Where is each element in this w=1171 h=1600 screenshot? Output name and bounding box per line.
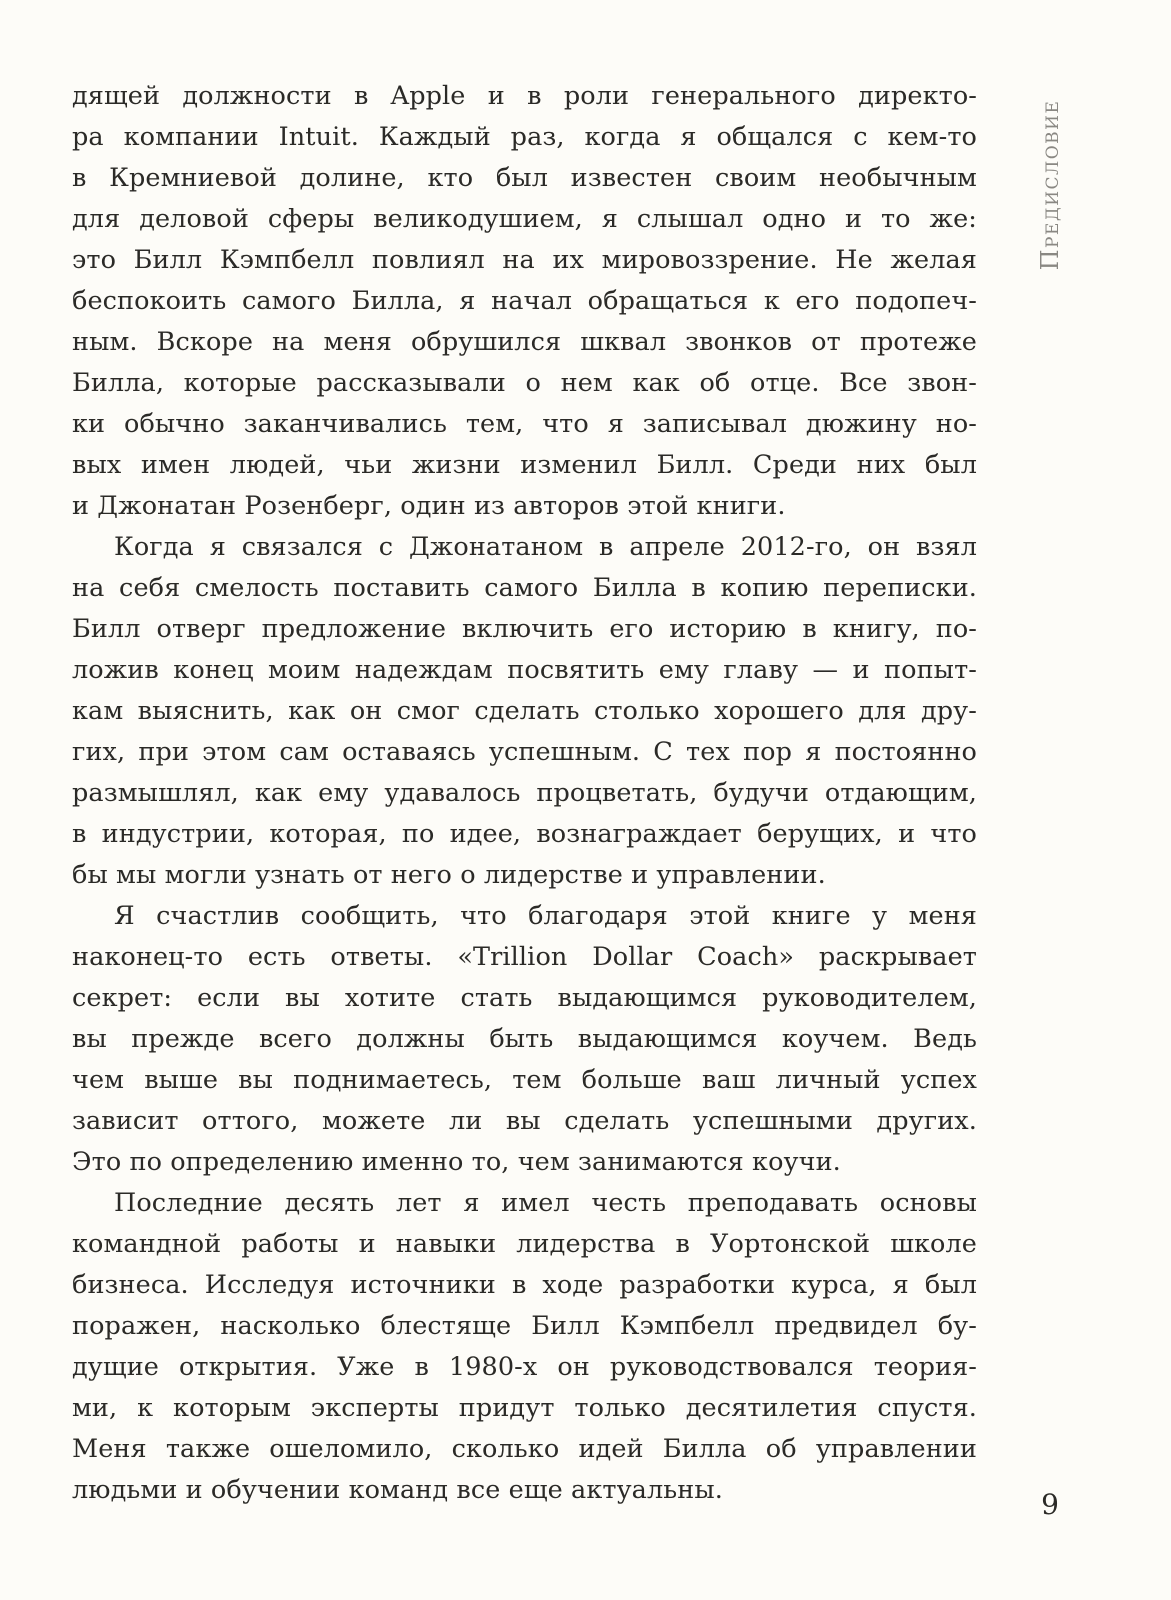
text-line: ми, к которым эксперты придут только десятилетия спустя. bbox=[72, 1393, 977, 1423]
text-line: секрет: если вы хотите стать выдающимся руководителем, bbox=[72, 983, 977, 1013]
text-line: Меня также ошеломило, сколько идей Билла об управлении bbox=[72, 1434, 977, 1464]
text-line: Когда я связался с Джонатаном в апреле 2012-го, он взял bbox=[114, 532, 977, 562]
text-line: в Кремниевой долине, кто был известен своим необычным bbox=[72, 163, 977, 193]
text-line: для деловой сферы великодушием, я слышал одно и то же: bbox=[72, 204, 977, 234]
text-line: ки обычно заканчивались тем, что я записывал дюжину но- bbox=[72, 409, 977, 439]
text-line: беспокоить самого Билла, я начал обращаться к его подопеч- bbox=[72, 286, 977, 316]
text-line: Билла, которые рассказывали о нем как об отце. Все звон- bbox=[72, 368, 977, 398]
text-line: и Джонатан Розенберг, один из авторов этой книги. bbox=[72, 491, 786, 521]
text-line: дущие открытия. Уже в 1980-х он руководствовался теория- bbox=[72, 1352, 977, 1382]
text-line: бизнеса. Исследуя источники в ходе разработки курса, я был bbox=[72, 1270, 977, 1300]
text-line: дящей должности в Apple и в роли генерального директо- bbox=[72, 81, 977, 111]
text-line: Это по определению именно то, чем занимаются коучи. bbox=[72, 1147, 841, 1177]
text-line: Я счастлив сообщить, что благодаря этой книге у меня bbox=[114, 901, 977, 931]
running-head-label: Предисловие bbox=[1036, 99, 1064, 271]
text-line: командной работы и навыки лидерства в Уортонской школе bbox=[72, 1229, 977, 1259]
text-line: в индустрии, которая, по идее, вознаграждает берущих, и что bbox=[72, 819, 977, 849]
paragraph-3 bbox=[72, 896, 977, 1183]
text-line: бы мы могли узнать от него о лидерстве и управлении. bbox=[72, 860, 826, 890]
text-line: вых имен людей, чьи жизни изменил Билл. Среди них был bbox=[72, 450, 977, 480]
page-number: 9 bbox=[1041, 1488, 1059, 1521]
text-line: кам выяснить, как он смог сделать столько хорошего для дру- bbox=[72, 696, 977, 726]
text-line: чем выше вы поднимаетесь, тем больше ваш личный успех bbox=[72, 1065, 977, 1095]
text-line: зависит оттого, можете ли вы сделать успешными других. bbox=[72, 1106, 977, 1136]
running-head bbox=[1030, 80, 1070, 290]
text-line: поражен, насколько блестяще Билл Кэмпбелл предвидел бу- bbox=[72, 1311, 977, 1341]
text-line: размышлял, как ему удавалось процветать, будучи отдающим, bbox=[72, 778, 977, 808]
text-line: наконец-то есть ответы. «Trillion Dollar Coach» раскрывает bbox=[72, 942, 977, 972]
text-line: ным. Вскоре на меня обрушился шквал звонков от протеже bbox=[72, 327, 977, 357]
text-line: людьми и обучении команд все еще актуальны. bbox=[72, 1475, 723, 1505]
paragraph-1 bbox=[72, 76, 977, 527]
text-line: это Билл Кэмпбелл повлиял на их мировоззрение. Не желая bbox=[72, 245, 977, 275]
text-line: ложив конец моим надеждам посвятить ему главу — и попыт- bbox=[72, 655, 977, 685]
text-line: ра компании Intuit. Каждый раз, когда я общался с кем-то bbox=[72, 122, 977, 152]
text-line: вы прежде всего должны быть выдающимся коучем. Ведь bbox=[72, 1024, 977, 1054]
text-line: Билл отверг предложение включить его историю в книгу, по- bbox=[72, 614, 977, 644]
paragraph-4 bbox=[72, 1183, 977, 1511]
text-line: на себя смелость поставить самого Билла в копию переписки. bbox=[72, 573, 977, 603]
text-line: гих, при этом сам оставаясь успешным. С тех пор я постоянно bbox=[72, 737, 977, 767]
body-text bbox=[72, 76, 977, 1511]
text-line: Последние десять лет я имел честь преподавать основы bbox=[114, 1188, 977, 1218]
paragraph-2 bbox=[72, 527, 977, 896]
